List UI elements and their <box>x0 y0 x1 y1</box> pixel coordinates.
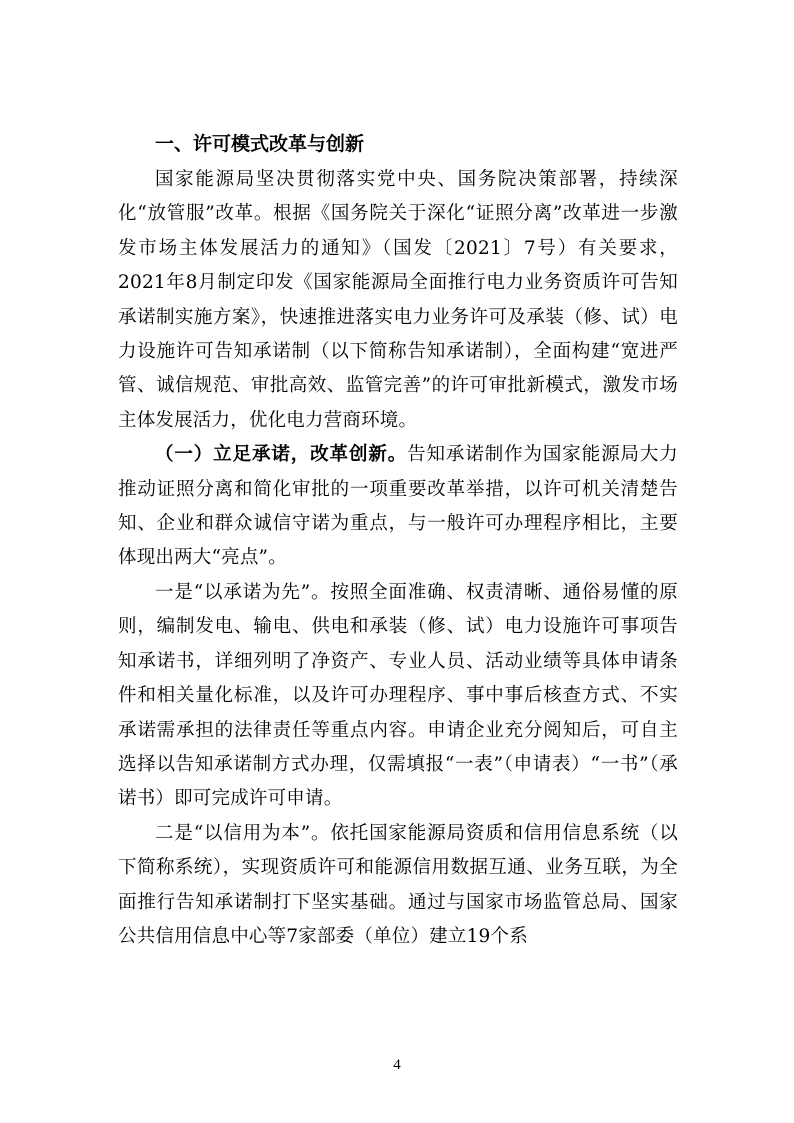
paragraph-text: 国家能源局坚决贯彻落实党中央、国务院决策部署，持续深化“放管服”改革。根据《国务院关于深化“证照分离”改革进一步激发市场主体发展活力的通知》（国发〔2021〕7号）有关要求，2021年8月制定印发《国家能源局全面推行电力业务资质许可告知承诺制实施方案》，快速推进落实电力业务许可及承装（修、试）电力设施许可告知承诺制（以下简称告知承诺制），全面构建“宽进严管、诚信规范、审批高效、监管完善”的许可审批新模式，激发市场主体发展活力，优化电力营商环境。 <box>118 169 678 431</box>
paragraph-subsection-one <box>118 438 678 576</box>
section-heading: 一、许可模式改革与创新 <box>155 133 365 155</box>
document-body <box>118 128 678 954</box>
paragraph-text: 告知承诺制作为国家能源局大力推动证照分离和简化审批的一项重要改革举措，以许可机关清楚告知、企业和群众诚信守诺为重点，与一般许可办理程序相比，主要体现出两大“亮点”。 <box>118 444 678 569</box>
page-number: 4 <box>393 1057 401 1073</box>
paragraph-point-one <box>118 576 678 817</box>
paragraph-intro <box>118 163 678 438</box>
subsection-heading: （一）立足承诺，改革创新。 <box>155 444 408 466</box>
paragraph-point-two <box>118 817 678 955</box>
paragraph-text: 二是“以信用为本”。依托国家能源局资质和信用信息系统（以下简称系统），实现资质许可和能源信用数据互通、业务互联，为全面推行告知承诺制打下坚实基础。通过与国家市场监管总局、国家公共信用信息中心等7家部委（单位）建立19个系 <box>118 822 678 947</box>
paragraph-text: 一是“以承诺为先”。按照全面准确、权责清晰、通俗易懂的原则，编制发电、输电、供电和承装（修、试）电力设施许可事项告知承诺书，详细列明了净资产、专业人员、活动业绩等具体申请条件和相关量化标准，以及许可办理程序、事中事后核查方式、不实承诺需承担的法律责任等重点内容。申请企业充分阅知后，可自主选择以告知承诺制方式办理，仅需填报“一表”（申请表）“一书”（承诺书）即可完成许可申请。 <box>118 581 678 810</box>
